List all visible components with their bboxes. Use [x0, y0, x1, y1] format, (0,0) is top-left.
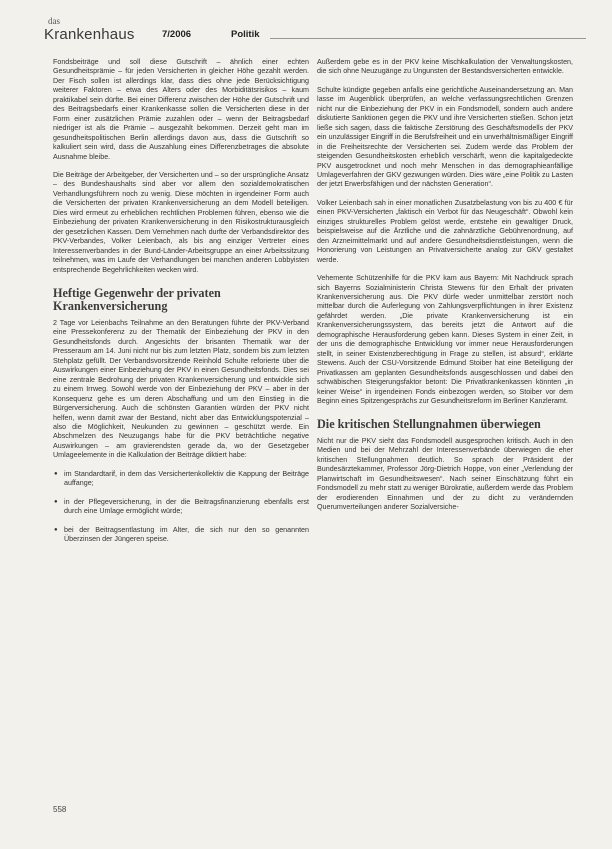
paragraph: Fondsbeiträge und soll diese Gutschrift – ähnlich einer echten Gesundheitsprämie – für jeden Versicherten in gleicher Höhe gezahlt werden. Der Fisch sollen ist allerdings klar, dass dies ohne jede Berücksichtigung weiterer Faktoren – etwa des Alters oder des Morbiditätsrisikos – kaum praktikabel sein dürfte. Bei einer Differenz zwischen der Höhe der Gutschrift und des Beitragsbedarfs einer Krankenkasse sollen die Versicherten diese in der Form einer zusätzlichen Prämie zuzahlen oder – wenn der Beitragsbedarf niedriger ist als die Prämie – ausgezahlt bekommen. Derzeit geht man im gesundheitspolitischen Berlin allerdings davon aus, dass die Gutschrift so kalkuliert sein wird, dass die Auszahlung eines Differenzbetrages die absolute Ausnahme bleibe. — [53, 58, 309, 161]
paragraph: Nicht nur die PKV sieht das Fondsmodell ausgesprochen kritisch. Auch in den Medien und bei der Mehrzahl der Interessenverbände überwiegen die eher kritischen Stellungnahmen deutlich. So sprach der Präsident der Bundesärztekammer, Professor Jörg-Dietrich Hoppe, von einer „Verlendung der Planwirtschaft im Gesundheitswesen“. Nach seiner Einschätzung führt ein Fondsmodell zu mehr statt zu weniger Bürokratie, außerdem werde das Problem der erodierenden Einnahmen und der zu dicht zu verändernden Querumverteilungen anderer Sozialversiche- — [317, 436, 573, 512]
masthead-das: das — [48, 16, 60, 26]
list-item: ● im Standardtarif, in dem das Versichertenkollektiv die Kappung der Beiträge auffange; — [53, 470, 309, 489]
masthead — [44, 18, 584, 48]
paragraph: Volker Leienbach sah in einer monatlichen Zusatzbelastung von bis zu 400 € für einen PKV-Versicherten „faktisch ein Verbot für das Neugeschäft“. Obwohl kein einziges strukturelles Problem gelöst werde, entstehe ein gewaltiger Druck, beispielsweise auf die Ärztliche und die zahnärztliche Gebührenordnung, auf den Arzneimittelmarkt und auf andere Gesundheitsdienstleistungen, wenn die Honorierung von Leistungen an Privatversicherte analog zur GKV gestaltet werde. — [317, 198, 573, 264]
paragraph: Außerdem gebe es in der PKV keine Mischkalkulation der Verwaltungskosten, die sich ohne Neuzugänge zu Ungunsten der Bestandsversicherten entwickle. — [317, 58, 573, 76]
paragraph: Schulte kündigte gegeben anfalls eine gerichtliche Auseinandersetzung an. Man lasse im Augenblick überprüfen, an welche verfassungsrechtlichen Grenzen nicht nur die Einbeziehung der PKV in ein Fondsmodell, sondern auch andere diskutierte Sanktionen gegen die PKV und ihre Versicherten stießen. Schon jetzt ließe sich sagen, dass die faktische Zerstörung des Geschäftsmodells der PKV ein unzulässiger Eingriff in die Berufsfreiheit und ein unverhältnismäßiger Eingriff in die Freiheitsrechte der Versicherten sei. Zudem werde das Problem der steigenden Gesundheitskosten erheblich verschärft, wenn die kapitalgedeckte PKV ausgetrocknet und noch mehr Menschen in das demographieanfällige Umlageverfahren der GKV gezwungen würden. Dies wäre „eine Politik zu Lasten der jetzt Erwerbsfähigen und der nächsten Generation“. — [317, 85, 573, 189]
masthead-rule — [270, 38, 586, 39]
section-heading: Heftige Gegenwehr der privaten Krankenversicherung — [53, 285, 221, 314]
list-item: ● in der Pflegeversicherung, in der die Beitragsfinanzierung ebenfalls erst durch eine Umlage ermöglicht würde; — [53, 498, 309, 517]
list-item: ● bei der Beitragsentlastung im Alter, die sich nur den so genannten Überzinsen der Jüngeren speise. — [53, 526, 309, 545]
paragraph: 2 Tage vor Leienbachs Teilnahme an den Beratungen führte der PKV-Verband eine Pressekonferenz zu der Thematik der Einbeziehung der PKV in den Gesundheitsfonds durch. Angesichts der brisanten Thematik war der Presseraum am 14. Juni nicht nur bis zum letzten Platz, sondern bis zum letzten Stehplatz gefüllt. Der Verbandsvorsitzende Reinhold Schulte reforierte über die Auswirkungen einer Einbeziehung der PKV in einen Gesundheitsfonds. Dies sei eine zentrale Bedrohung der privaten Krankenversicherung und entwickle sich zu einem Irrweg. Sowohl werde von der Einbeziehung der PKV – aber in der Konsequenz gehe es um deren Abschaffung und um den Einstieg in die Bürgerversicherung. Auch die schönsten Garantien würden der PKV nicht helfen, wenn damit zwar der Bestand, nicht aber das Entwicklungspotenzial – also die Möglichkeit, Neukunden zu gewinnen – geschützt werde. Ein Abschmelzen des Neuzugangs habe für die PKV beträchtliche negative Auswirkungen – am gravierendsten gerade da, wo der Gesetzgeber Umlageelemente in die Kalkulation der Beiträge diktiert habe: — [53, 318, 309, 460]
section-heading: Die kritischen Stellungnahmen überwiegen — [317, 417, 541, 432]
paragraph: Die Beiträge der Arbeitgeber, der Versicherten und – so der ursprüngliche Ansatz – des Bundeshaushalts sind aber vor allem den sozialdemokratischen Verhandlungsführern noch zu wenig. Diese möchten in irgendeiner Form auch die Versicherten der privaten Krankenversicherung an dem Modell beteiligen. Dies wird ermeut zu erheblichen rechtlichen Problemen führen, ebenso wie die Einbeziehung der privaten Krankenversicherung in den Risikostrukturausgleich der gesetzlichen Kassen. Dem Vernehmen nach durfte der Verbandsdirektor des PKV-Verbandes, Volker Leienbach, als bis ang einziger Vertreter eines Interessenverbandes in der Bund-Länder-Arbeitsgruppe an einer Arbeitssitzung teilnehmen, was im Laufe der Verhandlungen bei manchen anderen Lobbyisten entsprechende Begehrlichkeiten wecken wird. — [53, 170, 309, 274]
right-column — [317, 58, 573, 522]
masthead-section: Politik — [231, 29, 260, 40]
page-number: 558 — [53, 805, 67, 814]
masthead-issue: 7/2006 — [162, 29, 192, 40]
bullet-list — [53, 470, 309, 545]
masthead-journal-name: Krankenhaus — [44, 26, 135, 43]
left-column — [53, 58, 309, 553]
paragraph: Vehemente Schützenhilfe für die PKV kam aus Bayern: Mit Nachdruck sprach sich Bayerns Sozialministerin Christa Stewens für den Erhalt der privaten Krankenversicherung aus. Die PKV dürfe weder unmittelbar zerstört noch mittelbar durch die Auferlegung von Zahlungsverpflichtungen in ihrer Existenz gefährdet werden. „Die private Krankenversicherung ist ein Krankenversicherungssystem, das bereits jetzt die Antwort auf die demographische Herausforderung geben kann. Dieses System in einer Zeit, in der uns die demographische Entwicklung vor immer neue Herausforderungen stellt, in seiner Existenzberechtigung in Frage zu stellen, ist absurd“, erklärte Stewens. Auch der CSU-Vorsitzende Edmund Stoiber hat eine Beteiligung der Privatkassen am geplanten Gesundheitsfonds ausgeschlossen und dabei den schwäbischen Steigerungsfaktor betont: Die Privatkrankenkassen könnten „in keiner Weise“ in irgendeinen Fonds einbezogen werden, so Stoiber vor dem Beginn eines Spitzengesprächs zur Gesundheitsreform im Berliner Kanzleramt. — [317, 274, 573, 405]
